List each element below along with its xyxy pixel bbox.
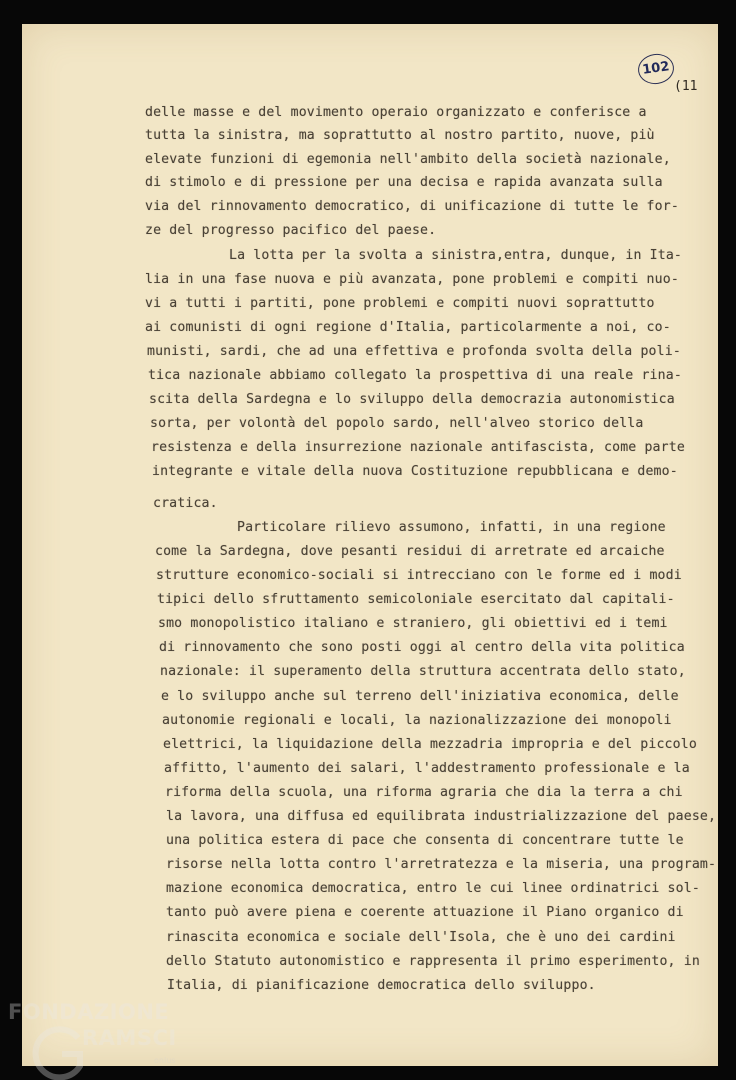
document-page <box>22 24 718 1066</box>
text-line: La lotta per la svolta a sinistra,entra, dunque, in Ita- <box>229 248 683 263</box>
text-line: elevate funzioni di egemonia nell'ambito della società nazionale, <box>145 152 671 167</box>
text-line: autonomie regionali e locali, la nazionalizzazione dei monopoli <box>162 713 672 728</box>
text-line: scita della Sardegna e lo sviluppo della democrazia autonomistica <box>149 392 675 407</box>
text-line: ai comunisti di ogni regione d'Italia, particolarmente a noi, co- <box>145 320 671 335</box>
text-line: tica nazionale abbiamo collegato la prospettiva di una reale rina- <box>148 368 682 383</box>
text-line: rinascita economica e sociale dell'Isola, che è uno dei cardini <box>166 930 676 945</box>
text-line: via del rinnovamento democratico, di unificazione di tutte le for- <box>145 199 679 214</box>
text-line: resistenza e della insurrezione nazionale antifascista, come parte <box>151 440 685 455</box>
text-line: nazionale: il superamento della struttura accentrata dello stato, <box>160 664 686 679</box>
text-line: ze del progresso pacifico del paese. <box>145 223 437 238</box>
page-number: (11 <box>674 79 698 94</box>
watermark-subtitle: onlus <box>154 1056 176 1065</box>
watermark-line-2: RAMSCI <box>82 1026 177 1050</box>
text-line: cratica. <box>153 496 218 511</box>
text-line: e lo sviluppo anche sul terreno dell'iniziativa economica, delle <box>161 689 679 704</box>
text-line: riforma della scuola, una riforma agraria che dia la terra a chi <box>165 785 683 800</box>
text-line: tanto può avere piena e coerente attuazione il Piano organico di <box>166 905 684 920</box>
text-line: di stimolo e di pressione per una decisa e rapida avanzata sulla <box>145 175 663 190</box>
text-line: sorta, per volontà del popolo sardo, nell'alveo storico della <box>150 416 644 431</box>
text-line: vi a tutti i partiti, pone problemi e compiti nuovi soprattutto <box>145 296 655 311</box>
fondazione-gramsci-watermark <box>4 1000 194 1080</box>
text-line: smo monopolistico italiano e straniero, gli obiettivi ed i temi <box>158 616 668 631</box>
text-line: tipici dello sfruttamento semicoloniale esercitato dal capitali- <box>157 592 675 607</box>
text-line: integrante e vitale della nuova Costituzione repubblicana e demo- <box>152 464 678 479</box>
text-line: strutture economico-sociali si intrecciano con le forme ed i modi <box>156 568 682 583</box>
text-line: la lavora, una diffusa ed equilibrata industrializzazione del paese, <box>166 809 717 824</box>
text-line: risorse nella lotta contro l'arretratezza e la miseria, una program- <box>166 857 717 872</box>
text-line: lia in una fase nuova e più avanzata, pone problemi e compiti nuo- <box>145 272 679 287</box>
text-line: tutta la sinistra, ma soprattutto al nostro partito, nuove, più <box>145 128 655 143</box>
watermark-line-1: FONDAZIONE <box>8 1000 170 1024</box>
archive-folio-stamp: 102 <box>636 52 676 87</box>
text-line: mazione economica democratica, entro le cui linee ordinatrici sol- <box>166 881 700 896</box>
text-line: come la Sardegna, dove pesanti residui di arretrate ed arcaiche <box>155 544 665 559</box>
text-line: di rinnovamento che sono posti oggi al centro della vita politica <box>159 640 685 655</box>
text-line: una politica estera di pace che consenta di concentrare tutte le <box>166 833 684 848</box>
text-line: elettrici, la liquidazione della mezzadria impropria e del piccolo <box>163 737 697 752</box>
text-line: dello Statuto autonomistico e rappresenta il primo esperimento, in <box>166 954 700 969</box>
text-line: munisti, sardi, che ad una effettiva e profonda svolta della poli- <box>147 344 681 359</box>
text-line: affitto, l'aumento dei salari, l'addestramento professionale e la <box>164 761 690 776</box>
text-line: Particolare rilievo assumono, infatti, in una regione <box>237 520 666 535</box>
text-line: Italia, di pianificazione democratica dello sviluppo. <box>167 978 596 993</box>
text-line: delle masse e del movimento operaio organizzato e conferisce a <box>145 105 647 120</box>
